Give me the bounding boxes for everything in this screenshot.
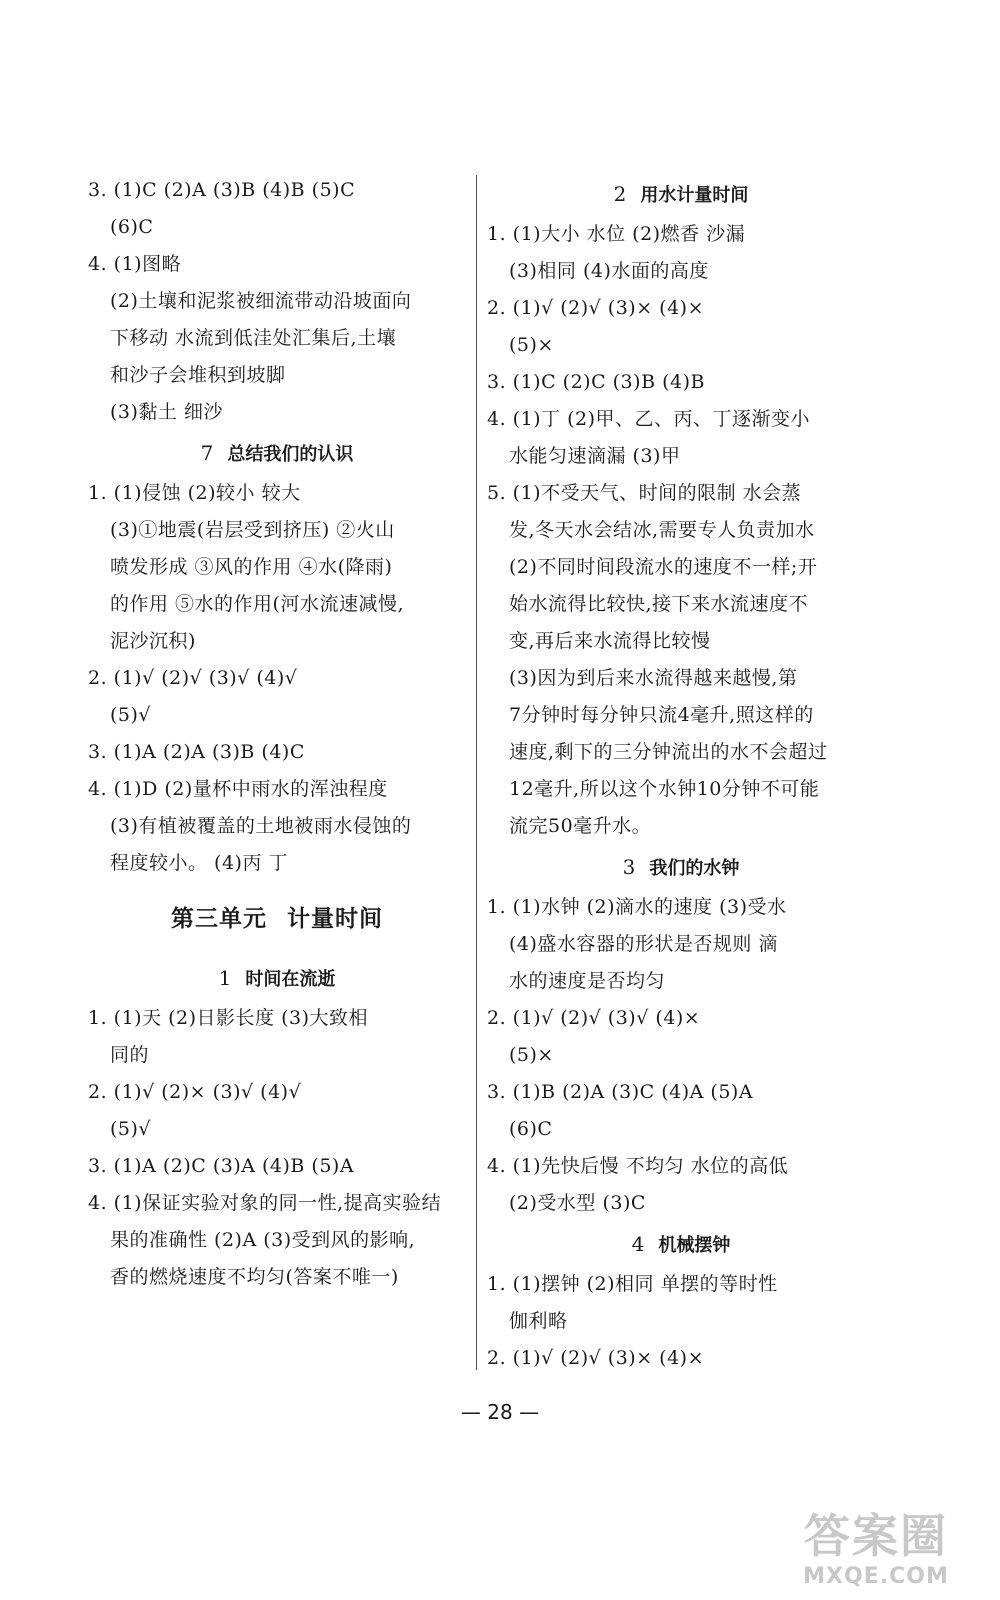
answer-line: 3. (1)B (2)A (3)C (4)A (5)A	[487, 1081, 754, 1103]
right-answers-section-b	[487, 889, 875, 1222]
answer-line: 香的燃烧速度不均匀(答案不唯一)	[110, 1266, 399, 1288]
answer-line: 速度,剩下的三分钟流出的水不会超过	[509, 741, 828, 763]
answer-line: 流完50毫升水。	[509, 815, 652, 837]
answer-line: 水的速度是否均匀	[509, 970, 666, 992]
lesson-title: 机械摆钟	[658, 1235, 731, 1256]
left-answers-section-b	[88, 475, 466, 882]
watermark-line1: 答案圈	[804, 1509, 948, 1563]
answer-line: 2. (1)√ (2)√ (3)√ (4)√	[88, 667, 298, 689]
lesson-heading-2	[487, 172, 875, 216]
answer-line: (2)受水型 (3)C	[509, 1192, 646, 1214]
answer-line: 喷发形成 ③风的作用 ④水(降雨)	[110, 556, 393, 578]
answer-line: (5)×	[509, 334, 554, 356]
lesson-heading-4	[487, 1222, 875, 1266]
lesson-title: 总结我们的认识	[227, 444, 354, 465]
answer-line: (2)不同时间段流水的速度不一样;开	[509, 556, 818, 578]
answer-line: 4. (1)先快后慢 不均匀 水位的高低	[487, 1155, 789, 1177]
answer-line: 发,冬天水会结冰,需要专人负责加水	[509, 519, 815, 541]
left-column	[88, 172, 466, 1296]
unit-title-part2: 计量时间	[287, 906, 383, 932]
answer-line: (6)C	[509, 1118, 553, 1140]
answer-line: (6)C	[110, 216, 154, 238]
answer-line: (5)√	[110, 1118, 152, 1140]
answer-line: 泥沙沉积)	[110, 630, 196, 652]
answer-line: (5)×	[509, 1044, 554, 1066]
answer-line: (5)√	[110, 704, 152, 726]
answer-line: 5. (1)不受天气、时间的限制 水会蒸	[487, 482, 802, 504]
answer-line: 2. (1)√ (2)√ (3)× (4)×	[487, 297, 704, 319]
answer-line: 果的准确性 (2)A (3)受到风的影响,	[110, 1229, 416, 1251]
answer-line: 程度较小。 (4)丙 丁	[110, 852, 288, 874]
answer-line: 3. (1)C (2)A (3)B (4)B (5)C	[88, 179, 356, 201]
answer-line: 1. (1)摆钟 (2)相同 单摆的等时性	[487, 1273, 778, 1295]
answer-line: 3. (1)A (2)C (3)A (4)B (5)A	[88, 1155, 355, 1177]
answer-line: 同的	[110, 1044, 150, 1066]
lesson-title: 我们的水钟	[649, 858, 740, 879]
answer-line: 1. (1)天 (2)日影长度 (3)大致相	[88, 1007, 368, 1029]
answer-line: 2. (1)√ (2)√ (3)× (4)×	[487, 1347, 704, 1369]
lesson-number: 4	[631, 1232, 645, 1256]
answer-line: 伽利略	[509, 1310, 568, 1332]
answer-line: 1. (1)侵蚀 (2)较小 较大	[88, 482, 301, 504]
unit-title	[88, 882, 466, 956]
watermark-line2: MXQE.COM	[803, 1564, 949, 1589]
answer-line: 3. (1)A (2)A (3)B (4)C	[88, 741, 305, 763]
right-answers-section-c	[487, 1266, 875, 1377]
right-column	[487, 172, 875, 1377]
answer-line: (3)①地震(岩层受到挤压) ②火山	[110, 519, 395, 541]
lesson-heading-7	[88, 431, 466, 475]
left-answers-section-c	[88, 1000, 466, 1296]
answer-line: (3)有植被覆盖的土地被雨水侵蚀的	[110, 815, 412, 837]
answer-line: 4. (1)图略	[88, 253, 182, 275]
answer-line: (2)土壤和泥浆被细流带动沿坡面向	[110, 290, 412, 312]
answer-line: 的作用 ⑤水的作用(河水流速减慢,	[110, 593, 404, 615]
answer-line: 始水流得比较快,接下来水流速度不	[509, 593, 809, 615]
answer-line: 12毫升,所以这个水钟10分钟不可能	[509, 778, 820, 800]
answer-line: 4. (1)D (2)量杯中雨水的浑浊程度	[88, 778, 388, 800]
answer-line: (4)盛水容器的形状是否规则 滴	[509, 933, 778, 955]
watermark-logo	[776, 1508, 976, 1590]
answer-line: 2. (1)√ (2)× (3)√ (4)√	[88, 1081, 302, 1103]
answer-line: 3. (1)C (2)C (3)B (4)B	[487, 371, 705, 393]
lesson-number: 1	[218, 966, 232, 990]
answer-line: 下移动 水流到低洼处汇集后,土壤	[110, 327, 397, 349]
answer-line: (3)相同 (4)水面的高度	[509, 260, 709, 282]
page-number: — 28 —	[460, 1400, 540, 1424]
answer-line: 7分钟时每分钟只流4毫升,照这样的	[509, 704, 814, 726]
column-divider	[476, 175, 477, 1370]
answer-line: 水能匀速滴漏 (3)甲	[509, 445, 681, 467]
lesson-number: 3	[622, 855, 636, 879]
right-answers-section-a	[487, 216, 875, 845]
unit-title-part1: 第三单元	[171, 906, 267, 932]
lesson-title: 时间在流逝	[245, 969, 336, 990]
answer-line: (3)黏土 细沙	[110, 401, 223, 423]
answer-line: 变,再后来水流得比较慢	[509, 630, 711, 652]
lesson-number: 2	[613, 182, 627, 206]
lesson-heading-1	[88, 956, 466, 1000]
lesson-title: 用水计量时间	[640, 185, 749, 206]
answer-line: 1. (1)水钟 (2)滴水的速度 (3)受水	[487, 896, 787, 918]
lesson-number: 7	[200, 441, 214, 465]
lesson-heading-3	[487, 845, 875, 889]
left-answers-section-a	[88, 172, 466, 431]
answer-line: (3)因为到后来水流得越来越慢,第	[509, 667, 798, 689]
answer-line: 4. (1)丁 (2)甲、乙、丙、丁逐渐变小	[487, 408, 811, 430]
answer-line: 1. (1)大小 水位 (2)燃香 沙漏	[487, 223, 746, 245]
answer-line: 2. (1)√ (2)√ (3)√ (4)×	[487, 1007, 701, 1029]
answer-line: 和沙子会堆积到坡脚	[110, 364, 286, 386]
answer-line: 4. (1)保证实验对象的同一性,提高实验结	[88, 1192, 442, 1214]
